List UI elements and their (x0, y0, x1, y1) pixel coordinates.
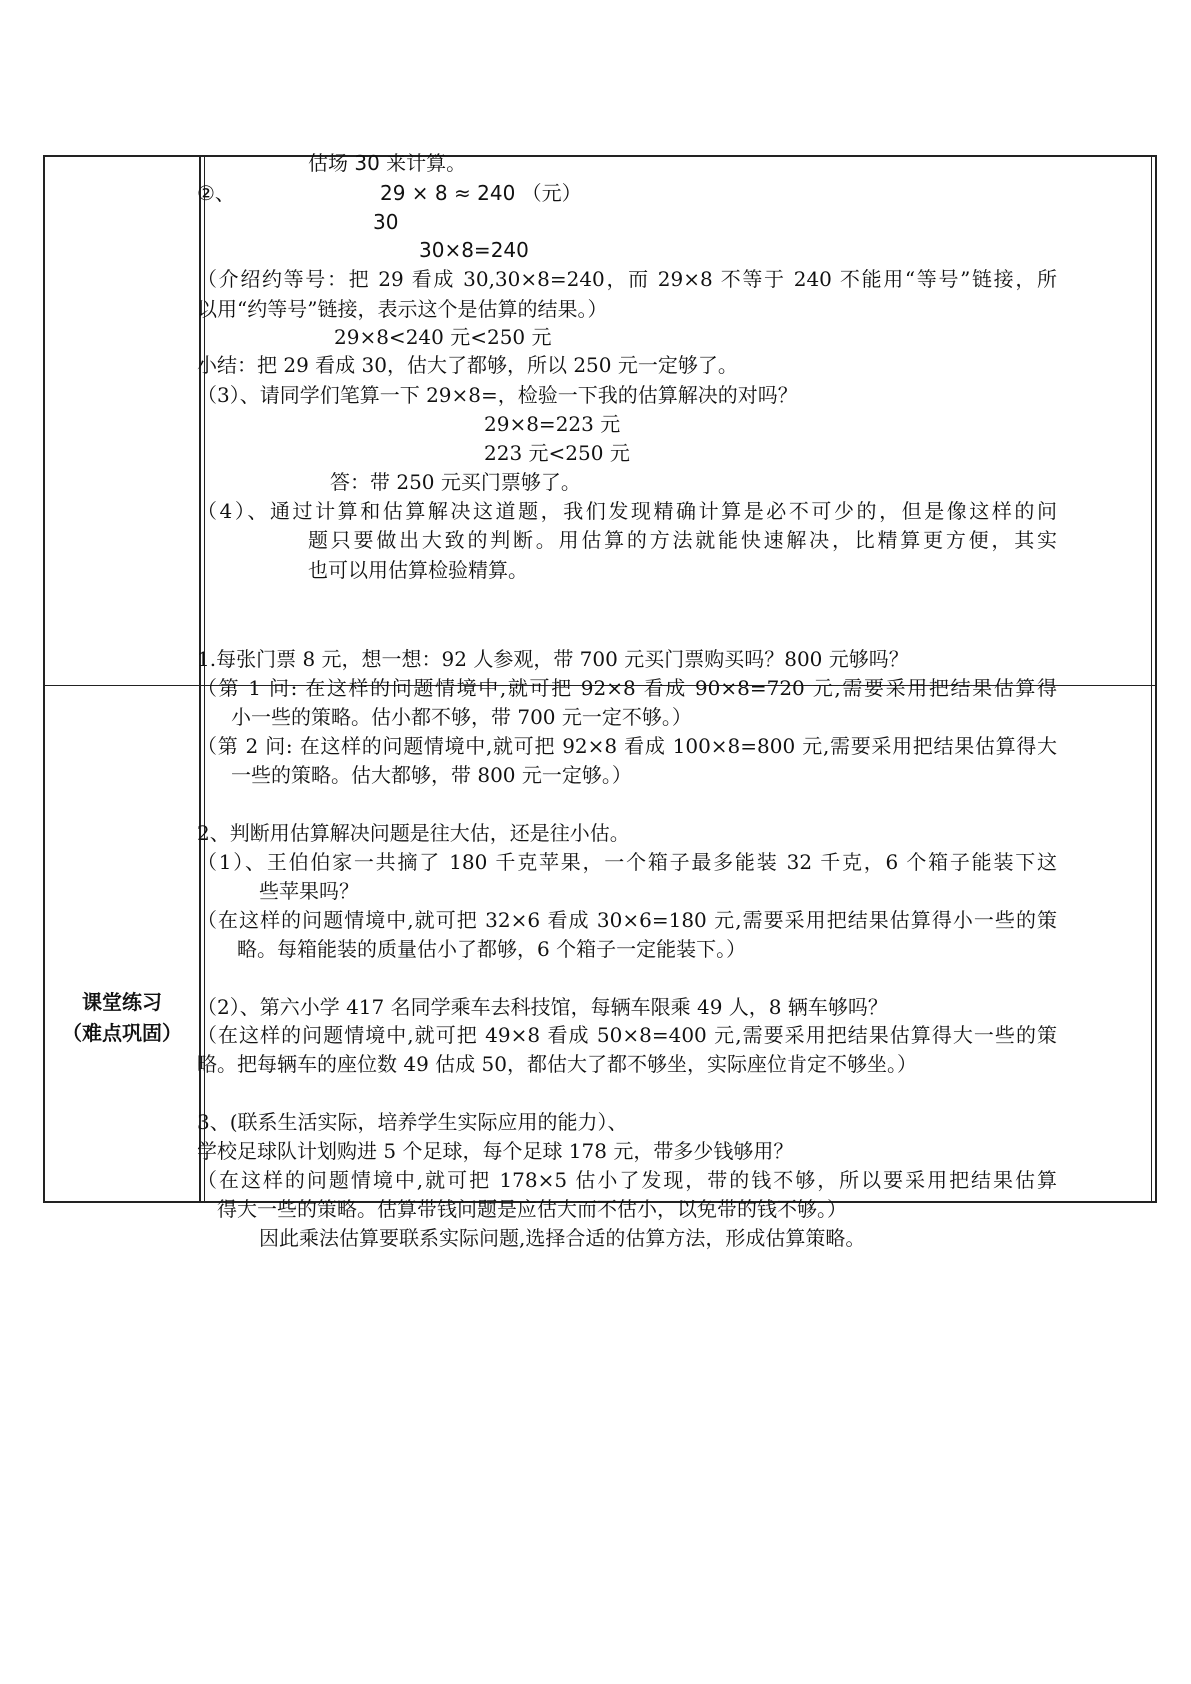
text-line: 30 (373, 210, 399, 234)
paragraph-line: 以用“约等号”链接，表示这个是估算的结果。） (197, 297, 608, 321)
answer-line: （第 2 问: 在这样的问题情境中,就可把 92×8 看成 100×8=800 元,需要采用把结果估算得大 (197, 734, 1057, 758)
answer-line: 略。把每辆车的座位数 49 估成 50，都估大了都不够坐，实际座位肯定不够坐。） (197, 1052, 917, 1076)
question-2: 2、判断用估算解决问题是往大估，还是往小估。 (197, 821, 630, 845)
question-3-text: 学校足球队计划购进 5 个足球，每个足球 178 元，带多少钱够用？ (197, 1139, 794, 1163)
equation: 30×8=240 (419, 238, 529, 262)
equation: 29×8<240 元<250 元 (334, 325, 552, 349)
conclusion-line: 因此乘法估算要联系实际问题,选择合适的估算方法，形成估算策略。 (259, 1226, 866, 1250)
paragraph-line: （介绍约等号：把 29 看成 30,30×8=240，而 29×8 不等于 240 不能用“等号”链接，所 (197, 267, 1057, 291)
answer-line: 得大一些的策略。估算带钱问题是应估大而不估小，以免带的钱不够。） (217, 1197, 847, 1221)
paragraph-line: 题只要做出大致的判断。用估算的方法就能快速解决，比精算更方便，其实 (308, 528, 1057, 552)
text-line: ②、 (197, 181, 235, 205)
section-label-line1: 课堂练习 (82, 990, 162, 1014)
right-border-inner (1151, 157, 1152, 1201)
question-1: 1.每张门票 8 元，想一想：92 人参观，带 700 元买门票购买吗？800 元够吗？ (197, 647, 909, 671)
answer-line: （在这样的问题情境中,就可把 49×8 看成 50×8=400 元,需要采用把结果估算得大一些的策 (197, 1023, 1057, 1047)
section-label (45, 987, 199, 1049)
paragraph-line: 也可以用估算检验精算。 (308, 558, 528, 582)
answer-line: （第 1 问: 在这样的问题情境中,就可把 92×8 看成 90×8=720 元,需要采用把结果估算得 (197, 676, 1057, 700)
paragraph-line: （3）、请同学们笔算一下 29×8=，检验一下我的估算解决的对吗？ (197, 383, 798, 407)
question-3: 3、(联系生活实际，培养学生实际应用的能力）、 (197, 1110, 628, 1134)
answer-line: （在这样的问题情境中,就可把 32×6 看成 30×6=180 元,需要采用把结果估算得小一些的策 (197, 908, 1057, 932)
subquestion-line: （2）、第六小学 417 名同学乘车去科技馆，每辆车限乘 49 人，8 辆车够吗？ (197, 995, 888, 1019)
paragraph-line: （4）、通过计算和估算解决这道题，我们发现精确计算是必不可少的，但是像这样的问 (197, 499, 1057, 523)
equation: 29×8=223 元 (484, 412, 621, 436)
section-label-line2: （难点巩固） (62, 1021, 182, 1045)
answer-line: 一些的策略。估大都够，带 800 元一定够。） (231, 763, 632, 787)
answer-line: 答：带 250 元买门票够了。 (330, 470, 581, 494)
equation: 29 × 8 ≈ 240 （元） (380, 181, 582, 205)
summary-line: 小结：把 29 看成 30，估大了都够，所以 250 元一定够了。 (197, 353, 738, 377)
equation: 223 元<250 元 (484, 441, 630, 465)
answer-line: （在这样的问题情境中,就可把 178×5 估小了发现，带的钱不够，所以要采用把结果估算 (197, 1168, 1057, 1192)
subquestion-line: （1）、王伯伯家一共摘了 180 千克苹果，一个箱子最多能装 32 千克，6 个箱子能装下这 (197, 850, 1057, 874)
answer-line: 略。每箱能装的质量估小了都够，6 个箱子一定能装下。） (237, 937, 747, 961)
text-line: 估场 30 来计算。 (308, 151, 467, 175)
subquestion-line: 些苹果吗？ (259, 879, 359, 903)
answer-line: 小一些的策略。估小都不够，带 700 元一定不够。） (231, 705, 692, 729)
